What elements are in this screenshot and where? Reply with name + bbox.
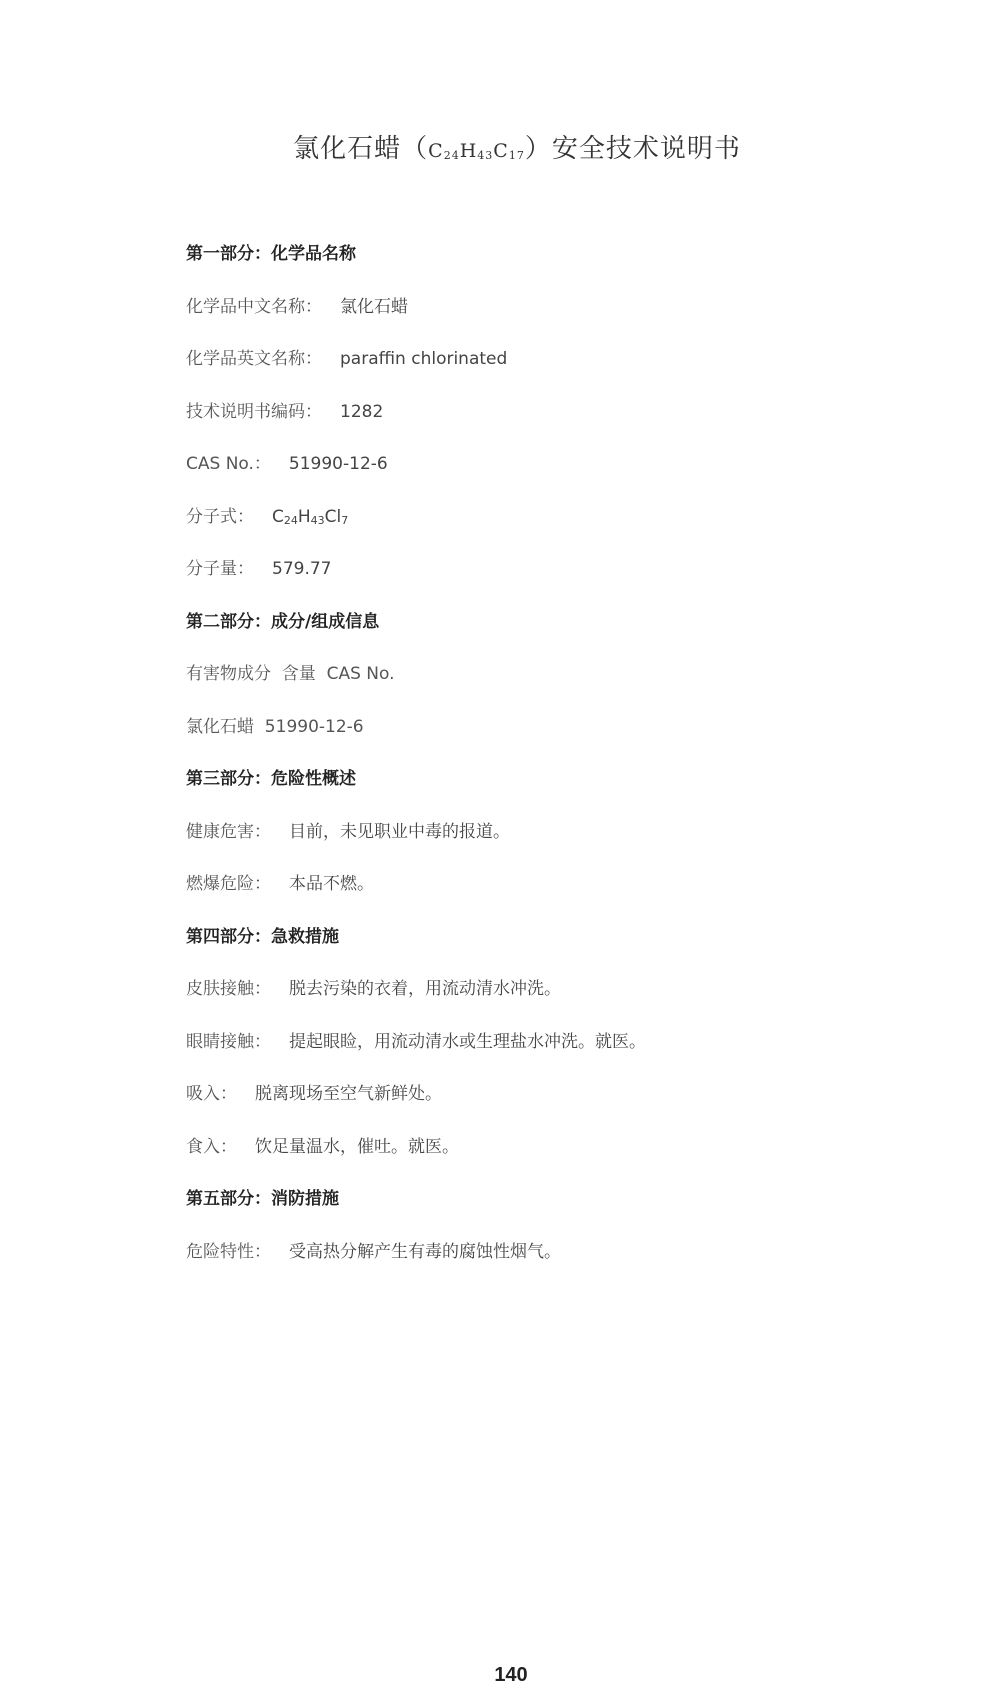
title-prefix: 氯化石蜡（: [293, 134, 429, 164]
weight-value: 579.77: [272, 559, 332, 579]
eye-contact-row: [186, 1030, 946, 1083]
english-name-row: [186, 347, 946, 400]
formula-cl: Cl: [324, 506, 342, 527]
english-name-value: paraffin chlorinated: [340, 349, 508, 369]
eye-contact-value: 提起眼睑，用流动清水或生理盐水冲洗。就医。: [289, 1031, 646, 1052]
title-formula-h: H: [459, 140, 478, 162]
title-formula-cl: C: [493, 140, 509, 162]
chinese-name-label: 化学品中文名称：: [186, 296, 322, 317]
section4-heading: 第四部分：急救措施: [186, 926, 339, 947]
composition-header: 有害物成分 含量 CAS No.: [186, 664, 395, 684]
health-hazard-value: 目前，未见职业中毒的报道。: [289, 821, 510, 842]
english-name-label: 化学品英文名称：: [186, 349, 322, 369]
fire-property-label: 危险特性：: [186, 1241, 271, 1262]
document-body: [186, 242, 946, 1292]
health-hazard-label: 健康危害：: [186, 821, 271, 842]
skin-contact-value: 脱去污染的衣着，用流动清水冲洗。: [289, 979, 561, 999]
section1-heading: 第一部分：化学品名称: [186, 244, 356, 264]
weight-row: [186, 557, 946, 610]
title-formula-c: C: [428, 140, 444, 162]
title-formula-cl-sub: 17: [508, 149, 525, 162]
fire-property-row: [186, 1240, 946, 1293]
formula-label: 分子式：: [186, 506, 254, 527]
formula-c: C: [272, 506, 284, 527]
skin-contact-label: 皮肤接触：: [186, 979, 271, 999]
formula-row: [186, 505, 946, 558]
cas-label: CAS No.：: [186, 454, 271, 474]
chinese-name-value: 氯化石蜡: [340, 296, 408, 317]
fire-hazard-row: [186, 872, 946, 925]
formula-h: H: [297, 506, 311, 527]
title-formula-h-sub: 43: [477, 149, 494, 162]
cas-value: 51990-12-6: [288, 454, 388, 474]
formula-c-sub: 24: [283, 513, 298, 527]
ingestion-value: 饮足量温水，催吐。就医。: [255, 1136, 459, 1157]
ingestion-row: [186, 1135, 946, 1188]
page-number: 140: [494, 1664, 528, 1686]
fire-hazard-label: 燃爆危险：: [186, 874, 271, 894]
title-suffix: ）安全技术说明书: [524, 134, 741, 164]
inhalation-value: 脱离现场至空气新鲜处。: [255, 1084, 442, 1104]
title-formula-c-sub: 24: [443, 149, 460, 162]
code-label: 技术说明书编码：: [186, 401, 322, 422]
code-value: 1282: [340, 401, 384, 422]
section2-heading: 第二部分：成分/组成信息: [186, 611, 380, 632]
composition-data: 氯化石蜡 51990-12-6: [186, 716, 364, 737]
chinese-name-row: [186, 295, 946, 348]
health-hazard-row: [186, 820, 946, 873]
formula-cl-sub: 7: [341, 513, 349, 527]
cas-row: [186, 452, 946, 505]
eye-contact-label: 眼睛接触：: [186, 1031, 271, 1052]
section5-heading: 第五部分：消防措施: [186, 1189, 339, 1209]
inhalation-row: [186, 1082, 946, 1135]
title-formula: [428, 140, 525, 162]
composition-header-row: [186, 662, 946, 715]
fire-property-value: 受高热分解产生有毒的腐蚀性烟气。: [289, 1241, 561, 1262]
formula-h-sub: 43: [310, 513, 325, 527]
skin-contact-row: [186, 977, 946, 1030]
page-title: [0, 128, 1000, 165]
inhalation-label: 吸入：: [186, 1084, 237, 1104]
ingestion-label: 食入：: [186, 1136, 237, 1157]
composition-data-row: [186, 715, 946, 768]
fire-hazard-value: 本品不燃。: [289, 874, 374, 894]
weight-label: 分子量：: [186, 559, 254, 579]
code-row: [186, 400, 946, 453]
section3-heading: 第三部分：危险性概述: [186, 769, 356, 789]
formula-value: [272, 507, 348, 527]
